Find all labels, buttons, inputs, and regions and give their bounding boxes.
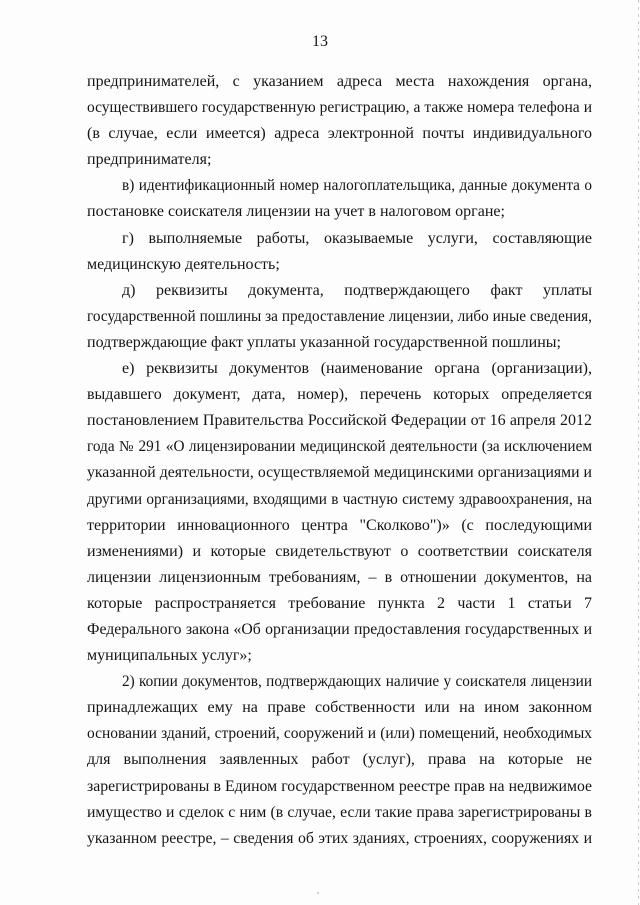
scan-speck [317, 892, 319, 894]
text-line: лицензии лицензионным требованиям, – в отношении документов, на [87, 568, 592, 586]
text-line: основании зданий, строений, сооружений и (или) помещений, необходимых [87, 725, 592, 743]
text-line: е) реквизиты документов (наименование органа (организации), [122, 360, 592, 378]
text-line: муниципальных услуг»; [87, 647, 252, 665]
text-line: предпринимателей, с указанием адреса места нахождения органа, [87, 73, 592, 90]
page-number: 13 [312, 33, 328, 50]
text-line: подтверждающие факт уплаты указанной государственной пошлины; [87, 333, 561, 351]
text-line: другими организациями, входящими в частную систему здравоохранения, на [87, 490, 592, 508]
text-line: выдавшего документ, дата, номер), перечень которых определяется [87, 386, 592, 404]
text-line: зарегистрированы в Едином государственном реестре прав на недвижимое [87, 777, 592, 795]
text-line: д) реквизиты документа, подтверждающего факт уплаты [122, 281, 592, 299]
text-line: государственной пошлины за предоставление лицензии, либо иные сведения, [87, 307, 592, 325]
text-line: принадлежащих ему на праве собственности или на ином законном [87, 699, 592, 717]
text-line: которые распространяется требование пункта 2 части 1 статьи 7 [87, 594, 592, 612]
text-line: Федерального закона «Об организации предоставления государственных и [87, 620, 592, 638]
text-line: указанной деятельности, осуществляемой медицинскими организациями и [87, 464, 592, 482]
text-line: в) идентификационный номер налогоплательщика, данные документа о [122, 177, 592, 195]
text-line: постановлением Правительства Российской Федерации от 16 апреля 2012 [87, 412, 592, 430]
text-line: территории инновационного центра "Сколково")» (с последующими [87, 516, 592, 534]
text-line: указанном реестре, – сведения об этих зданиях, строениях, сооружениях и [87, 829, 592, 847]
text-line: г) выполняемые работы, оказываемые услуги, составляющие [122, 229, 592, 247]
text-line: постановке соискателя лицензии на учет в налоговом органе; [87, 203, 505, 221]
text-line: для выполнения заявленных работ (услуг), права на которые не [87, 751, 592, 769]
text-line: осуществившего государственную регистрацию, а также номера телефона и [87, 99, 592, 117]
body-text [87, 69, 592, 852]
text-line: имущество и сделок с ним (в случае, если такие права зарегистрированы в [87, 803, 592, 821]
text-line: предпринимателя; [87, 151, 212, 169]
page-edge [638, 0, 639, 905]
text-line: (в случае, если имеется) адреса электронной почты индивидуального [87, 125, 592, 143]
text-line: изменениями) и которые свидетельствуют о соответствии соискателя [87, 542, 592, 560]
text-line: года № 291 «О лицензировании медицинской деятельности (за исключением [87, 438, 592, 456]
text-line: медицинскую деятельность; [87, 255, 280, 273]
text-line: 2) копии документов, подтверждающих наличие у соискателя лицензии [122, 673, 592, 691]
